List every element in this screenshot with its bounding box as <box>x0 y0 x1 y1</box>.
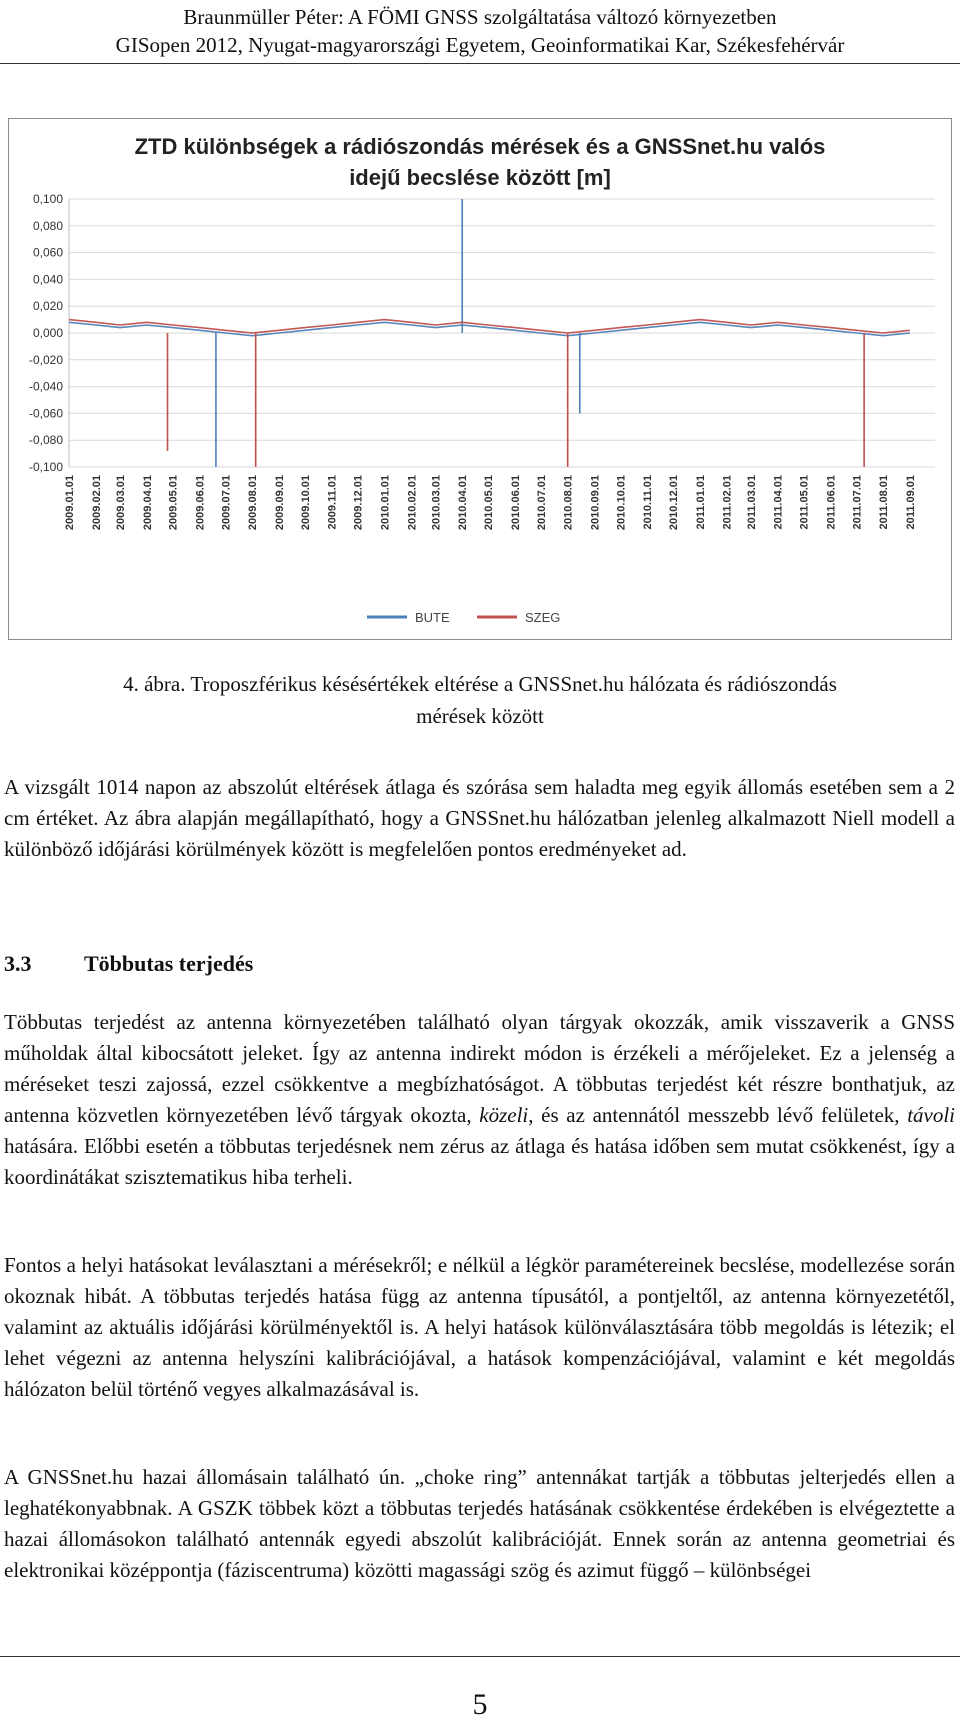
x-tick-label: 2010.08.01 <box>562 475 575 531</box>
series-line-bute <box>69 322 910 335</box>
paragraph-2-part-c: hatására. Előbbi esetén a többutas terjedésnek nem zérus az átlaga és hatása időben sem mutat csökkenést, így a koordinátákat szisztematikus hiba terheli. <box>4 1134 955 1189</box>
header-conference: GISopen 2012, Nyugat-magyarországi Egyetem, Geoinformatikai Kar, Székesfehérvár <box>115 33 845 57</box>
y-tick-label: -0,020 <box>28 352 63 367</box>
x-tick-label: 2009.01.01 <box>64 475 76 531</box>
y-tick-label: -0,060 <box>28 406 63 421</box>
y-tick-label: 0,100 <box>32 192 63 206</box>
paragraph-1 <box>4 772 955 865</box>
x-tick-label: 2009.05.01 <box>167 475 180 531</box>
header-author-title: Braunmüller Péter: A FÖMI GNSS szolgáltatása változó környezetben <box>183 5 777 29</box>
section-title: Többutas terjedés <box>84 951 254 976</box>
x-tick-label: 2010.01.01 <box>379 475 392 531</box>
y-tick-label: 0,040 <box>32 272 63 287</box>
section-heading <box>4 948 253 980</box>
paragraph-1-text: A vizsgált 1014 napon az abszolút eltérések átlaga és szórása sem haladta meg egyik állomás esetében sem a 2 cm értéket. Az ábra alapján megállapítható, hogy a GNSSnet.hu hálózatban jelenleg alkalmazott Niell modell a különböző időjárási körülmények között is megfelelően pontos eredményeket ad. <box>4 775 955 861</box>
y-tick-label: -0,100 <box>28 460 63 474</box>
figure-caption <box>0 668 960 732</box>
y-tick-label: 0,060 <box>32 245 63 260</box>
x-tick-label: 2010.09.01 <box>589 475 602 531</box>
ztd-chart <box>9 119 951 639</box>
paragraph-2-part-b: , és az antennától messzebb lévő felületek, <box>528 1103 900 1127</box>
x-tick-label: 2009.03.01 <box>114 475 127 531</box>
paragraph-2 <box>4 1007 955 1193</box>
x-tick-label: 2010.02.01 <box>406 475 419 531</box>
x-tick-label: 2011.01.01 <box>694 475 707 530</box>
x-tick-label: 2009.12.01 <box>352 475 365 531</box>
legend-label-szeg: SZEG <box>525 610 561 625</box>
x-tick-label: 2011.05.01 <box>798 475 811 530</box>
x-tick-label: 2009.11.01 <box>326 475 339 530</box>
y-tick-label: -0,040 <box>28 379 63 394</box>
chart-legend <box>367 610 560 625</box>
caption-line2: mérések között <box>416 704 544 728</box>
x-tick-label: 2009.10.01 <box>299 475 312 531</box>
footer-rule <box>0 1656 960 1657</box>
y-tick-label: 0,000 <box>32 326 63 340</box>
y-tick-label: -0,080 <box>28 433 63 448</box>
x-tick-label: 2009.09.01 <box>274 475 287 531</box>
chart-y-ticks <box>29 192 63 474</box>
x-tick-label: 2010.06.01 <box>509 475 522 531</box>
x-tick-label: 2011.03.01 <box>745 475 758 530</box>
x-tick-label: 2009.06.01 <box>194 475 207 531</box>
x-tick-label: 2010.03.01 <box>430 475 443 531</box>
x-tick-label: 2011.08.01 <box>878 475 891 530</box>
x-tick-label: 2011.02.01 <box>721 475 734 530</box>
section-number: 3.3 <box>4 951 32 976</box>
paragraph-2-italic-tavoli: távoli <box>907 1103 956 1127</box>
x-tick-label: 2009.04.01 <box>141 475 154 531</box>
x-tick-label: 2009.07.01 <box>220 475 233 531</box>
caption-line1: 4. ábra. Troposzférikus késésértékek eltérése a GNSSnet.hu hálózata és rádiószondás <box>123 672 837 696</box>
x-tick-label: 2011.09.01 <box>904 475 917 530</box>
x-tick-label: 2011.04.01 <box>772 475 785 530</box>
page-number: 5 <box>472 1688 488 1721</box>
chart-title-line2: idejű becslése között [m] <box>349 165 611 190</box>
y-tick-label: 0,020 <box>32 299 63 314</box>
x-tick-label: 2009.08.01 <box>247 475 260 531</box>
y-tick-label: 0,080 <box>32 218 63 233</box>
paragraph-2-text <box>4 1007 955 1193</box>
x-tick-label: 2011.06.01 <box>825 475 838 530</box>
x-tick-label: 2010.04.01 <box>457 475 470 531</box>
chart-gridlines <box>69 199 935 467</box>
paragraph-3 <box>4 1250 955 1405</box>
x-tick-label: 2010.10.01 <box>615 475 628 531</box>
paragraph-4 <box>4 1462 955 1586</box>
paragraph-4-text: A GNSSnet.hu hazai állomásain található ún. „choke ring” antennákat tartják a többutas jelterjedés ellen a leghatékonyabbnak. A GSZK többek közt a többutas terjedés hatásának csökkentése érdekében is elvégeztette a hazai állomásokon található antennák egyedi abszolút kalibrációját. Ennek során az antenna geometriai és elektronikai középpontja (fáziscentruma) közötti magassági szög és azimut függő – különbségei <box>4 1465 955 1582</box>
x-tick-label: 2010.05.01 <box>483 475 496 531</box>
legend-label-bute: BUTE <box>415 610 450 625</box>
x-tick-label: 2009.02.01 <box>90 475 103 531</box>
paragraph-2-italic-kozeli: közeli <box>479 1103 529 1127</box>
chart-title-line1: ZTD különbségek a rádiószondás mérések és a GNSSnet.hu valós <box>134 134 826 159</box>
x-tick-label: 2010.11.01 <box>642 475 655 530</box>
page-header <box>0 0 960 59</box>
x-tick-label: 2010.07.01 <box>535 475 548 531</box>
figure-chart <box>8 118 952 640</box>
paragraph-2-part-a: Többutas terjedést az antenna környezetében található olyan tárgyak okozzák, amik visszaverik a GNSS műholdak által kibocsátott jeleket. Így az antenna indirekt módon is érzékeli a mérőjeleket. Ez a jelenség a méréseket teszi zajossá, ezzel csökkentve a megbízhatóságot. A többutas terjedést két részre bonthatjuk, az antenna közvetlen környezetében lévő tárgyak okozta, <box>4 1010 955 1127</box>
header-rule <box>0 63 960 64</box>
chart-x-ticks <box>64 475 917 530</box>
x-tick-label: 2010.12.01 <box>668 475 681 531</box>
paragraph-3-text: Fontos a helyi hatásokat leválasztani a mérésekről; e nélkül a légkör paramétereinek becslése, modellezése során okoznak hibát. A többutas terjedés hatása függ az antenna típusától, a pontjeltől, az antenna környezetétől, valamint az aktuális időjárási körülményektől is. A helyi hatások különválasztására több megoldás is létezik; el lehet végezni az antenna helyszíni kalibrációjával, a hatások kompenzációjával, valamint e két megoldás hálózaton belül történő vegyes alkalmazásával is. <box>4 1253 955 1401</box>
x-tick-label: 2011.07.01 <box>851 475 864 530</box>
